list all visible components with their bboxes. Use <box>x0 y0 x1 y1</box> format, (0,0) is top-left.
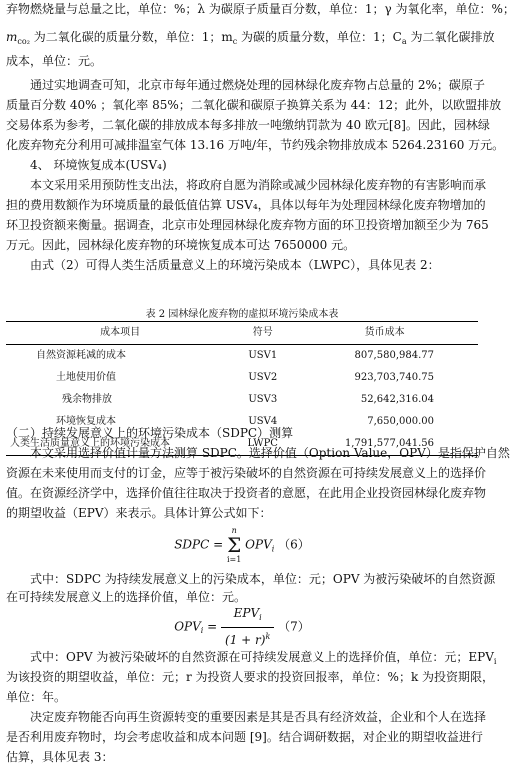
table-title: 表 2 园林绿化废弃物的虚拟环境污染成本表 <box>145 309 339 320</box>
formula-6 <box>0 526 484 562</box>
subscript: i <box>271 544 275 554</box>
sigma-symbol: Σ <box>227 533 242 557</box>
cell: USV3 <box>248 394 278 405</box>
formula-lhs: OPV <box>174 619 201 634</box>
text-line: 质量百分数 40% ；氧化率 85%；二氧化碳和碳原子换算关系为 44：12；此外，以欧盟排放 <box>6 98 502 112</box>
text-line: 单位：年。 <box>6 690 67 704</box>
text-line: 由式（2）可得人类生活质量意义上的环境污染成本（LWPC），具体见表 2： <box>30 258 440 272</box>
text-line: 在可持续发展意义上的选择价值，单位：元。 <box>6 590 247 604</box>
cell: 807,580,984.77 <box>354 350 434 361</box>
text-line: 环卫投资额来衡量。据调查，北京市处理园林绿化废弃物方面的环卫投资增加额至少为 765 <box>6 218 489 232</box>
table-row <box>6 367 478 389</box>
cell: 1,791,577,041.56 <box>291 433 478 456</box>
text-line: 成本，单位：元。 <box>6 54 103 68</box>
superscript: k <box>265 632 271 641</box>
section-heading: （二）持续发展意义上的环境污染成本（SDPC）测算 <box>6 426 294 440</box>
text-line: 通过实地调查可知，北京市每年通过燃烧处理的园林绿化废弃物占总量的 2%；碳原子 <box>30 78 485 92</box>
cell: USV2 <box>248 372 278 383</box>
text-span: 为二氧化碳的质量分数，单位：1；m <box>29 30 233 44</box>
text-line: 化废弃物充分利用可减排温室气体 13.16 万吨/年，节约残余物排放成本 5264.23160 万元。 <box>6 138 505 152</box>
text-line: 担的费用数额作为环境质量的最低值估算 USV₄，具体以每年为处理园林绿化废弃物增加的 <box>6 198 486 212</box>
text-line: 的期望收益（EPV）来表示。具体计算公式如下： <box>6 506 272 520</box>
text-line: 弃物燃烧量与总量之比，单位：%；λ 为碳原子质量百分数，单位：1；γ 为氧化率，单位：%； <box>6 2 515 16</box>
text-line: 资源在未来使用而支付的订金，应等于被污染破坏的自然资源在可持续发展意义上的选择价 <box>6 466 487 480</box>
numerator <box>221 604 274 628</box>
text-line: 交易体系为参考，二氧化碳的排放成本每多排放一吨缴纳罚款为 40 欧元[8]。因此，园林绿 <box>6 118 490 132</box>
cell: LWPC <box>234 433 291 456</box>
cell: 残余物排放 <box>62 394 112 405</box>
cell: 人类生活质量意义上的环境污染成本 <box>6 433 234 456</box>
text-line: 万元。因此，园林绿化废弃物的环境恢复成本可达 7650000 元。 <box>6 238 356 252</box>
text-line: 决定废弃物能否向再生资源转变的重要因素是其是否具有经济效益，企业和个人在选择 <box>30 710 487 724</box>
subscript: i <box>200 626 204 635</box>
table-header-row <box>6 322 478 345</box>
section-heading: 4、 环境恢复成本(USV₄) <box>30 158 167 172</box>
cell: 自然资源耗减的成本 <box>36 350 126 361</box>
subscript: c <box>232 37 238 46</box>
text-line: 本文采用选择价值计量方法测算 SDPC。选择价值（Option Value，OPV）是指保护自然 <box>30 446 510 460</box>
var-m: m <box>6 30 18 44</box>
formula-term: OPV <box>245 537 272 552</box>
cell: USV1 <box>248 350 278 361</box>
cell: 环境恢复成本 <box>56 416 116 427</box>
table-row <box>6 345 478 368</box>
denominator-text: (1 + r) <box>225 633 266 647</box>
text-line <box>6 28 495 51</box>
text-span: 为二氧化碳排放 <box>406 30 495 44</box>
summation <box>227 526 241 564</box>
text-line: 式中：SDPC 为持续发展意义上的污染成本，单位：元；OPV 为被污染破坏的自然资源 <box>30 572 496 586</box>
cell: 7,650,000.00 <box>367 416 434 427</box>
numerator-text: EPV <box>233 606 260 620</box>
subscript: i <box>259 613 262 622</box>
text-span: 式中：OPV 为被污染破坏的自然资源在可持续发展意义上的选择价值，单位：元；EPV <box>30 650 494 664</box>
col-header: 成本项目 <box>6 322 234 345</box>
subscript: i <box>493 657 497 666</box>
sum-upper: n <box>231 526 237 535</box>
subscript: co₂ <box>17 37 30 46</box>
text-line: 为该投资的期望收益，单位：元；r 为投资人要求的投资回报率，单位：%；k 为投资期限， <box>6 670 495 684</box>
equals-sign: = <box>203 619 222 634</box>
text-line: 本文采用采用预防性支出法，将政府自愿为消除或减少园林绿化废弃物的有害影响而承 <box>30 178 487 192</box>
text-span: 为碳的质量分数，单位：1；C <box>237 30 402 44</box>
formula-lhs: SDPC = <box>174 537 227 552</box>
fraction <box>221 604 274 649</box>
cell: 923,703,740.75 <box>354 372 434 383</box>
formula-7 <box>0 604 484 647</box>
subscript: a <box>401 37 407 46</box>
table-row <box>6 389 478 411</box>
col-header: 货币成本 <box>291 322 478 345</box>
equation-number: （6） <box>278 537 310 552</box>
sum-lower: i=1 <box>226 555 242 564</box>
cell: 土地使用价值 <box>56 372 116 383</box>
text-line: 是否利用废弃物时，均会考虑收益和成本问题 [9]。结合调研数据，对企业的期望收益进行 <box>6 730 483 744</box>
cell: USV4 <box>248 416 278 427</box>
col-header: 符号 <box>234 322 291 345</box>
denominator <box>221 628 274 649</box>
cell: 52,642,316.04 <box>360 394 434 405</box>
text-line: 估算，具体见表 3： <box>6 750 114 764</box>
text-line: 值。在资源经济学中，选择价值往往取决于投资者的意愿，在此用企业投资园林绿化废弃物 <box>6 486 487 500</box>
equation-number: （7） <box>278 619 310 634</box>
